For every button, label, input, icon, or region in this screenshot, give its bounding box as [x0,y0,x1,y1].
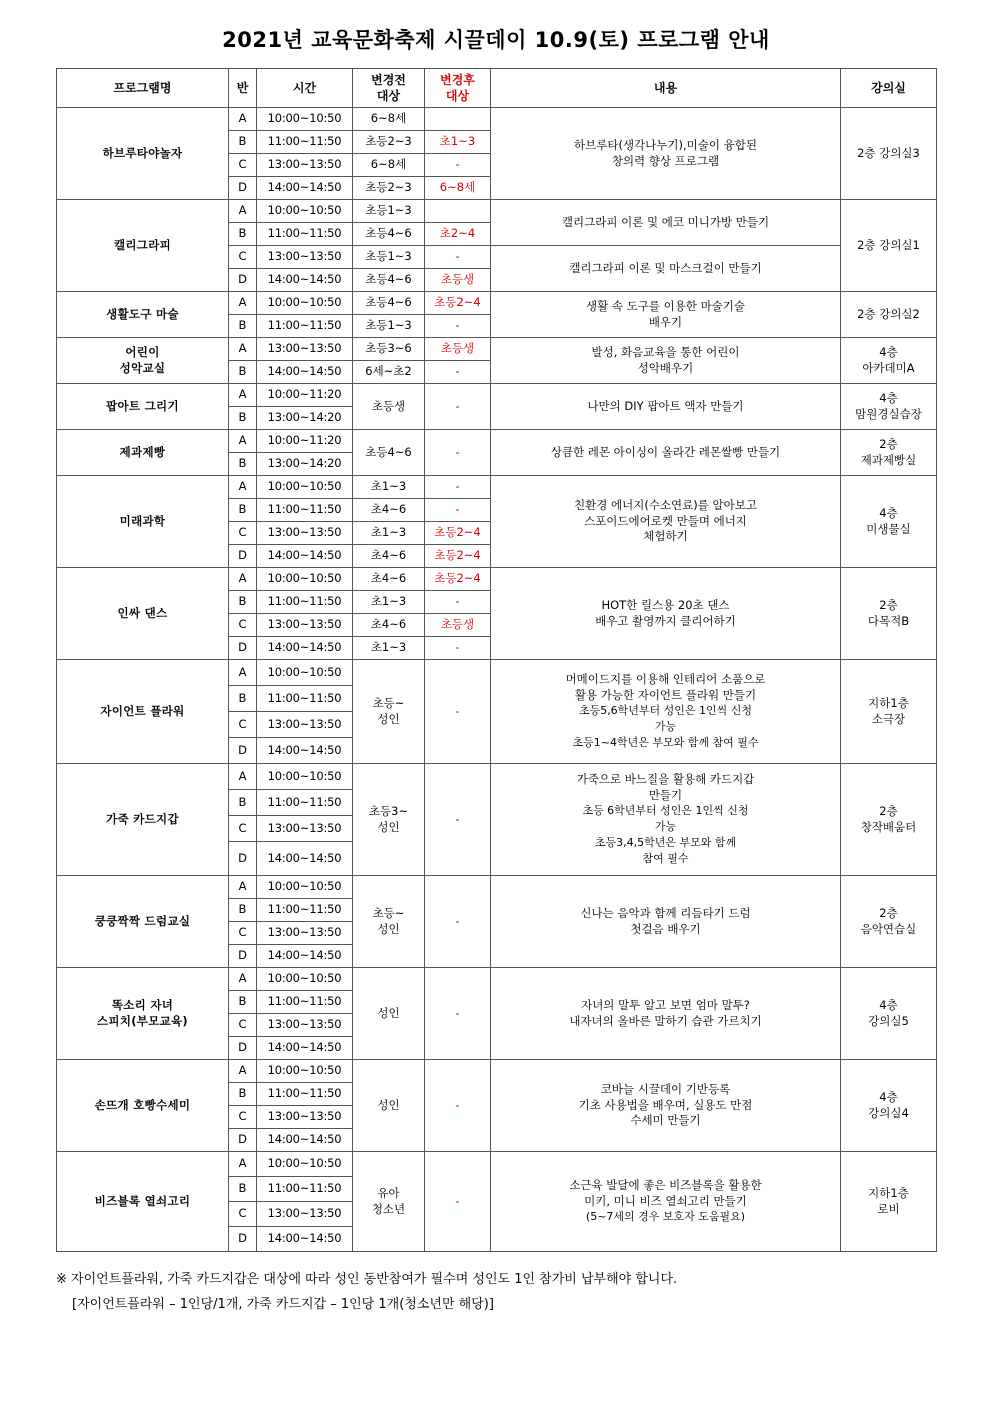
after-target-cell: 초1~3 [425,131,491,154]
room-line2: 미생물실 [866,521,911,536]
room-line2: 다목적B [867,613,910,628]
class-cell: D [229,945,257,968]
footnote-line-1: ※ 자이언트플라워, 가죽 카드지갑은 대상에 따라 성인 동반참여가 필수며 성인도 1인 참가비 납부해야 합니다. [56,1272,678,1287]
room-line1: 4층 [879,505,898,520]
table-row [57,568,937,591]
content-line: 만들기 [648,787,683,802]
after-target-cell: 초등생 [425,338,491,361]
room-cell [841,430,937,476]
time-cell: 10:00~10:50 [257,968,353,991]
time-cell: 11:00~11:50 [257,790,353,816]
content-line: 발성, 화음교육을 통한 어린이 [591,344,740,359]
program-name: 생활도구 마술 [57,292,229,338]
content-cell: 상큼한 레몬 아이싱이 올라간 레몬쌀빵 만들기 [491,430,841,476]
content-line: 생활 속 도구를 이용한 마술기술 [585,298,746,313]
before-target-cell: 초4~6 [353,568,425,591]
room-line1: 4층 [879,997,898,1012]
content-subline: 초등3,4,5학년은 부모와 함께 [594,836,737,850]
header-program: 프로그램명 [57,69,229,108]
table-row [57,338,937,361]
after-target-cell: - [425,315,491,338]
time-cell: 11:00~11:50 [257,131,353,154]
class-cell: D [229,1037,257,1060]
content-line: 가죽으로 바느질을 활용해 카드지갑 [576,772,755,787]
class-cell: D [229,269,257,292]
table-row [57,764,937,790]
class-cell: A [229,1060,257,1083]
time-cell: 11:00~11:50 [257,686,353,712]
program-name-line1: 어린이 [125,344,160,359]
room-line2: 강의실4 [868,1105,909,1120]
table-header-row [57,69,937,108]
after-target-cell: - [425,1152,491,1252]
content-subline: 초등1~4학년은 부모와 함께 참여 필수 [572,735,759,749]
room-cell [841,338,937,384]
content-line: 첫걸음 배우기 [630,921,701,936]
table-row [57,1152,937,1177]
room-cell [841,476,937,568]
class-cell: B [229,361,257,384]
after-target-cell: - [425,499,491,522]
program-name [57,968,229,1060]
header-after-line2: 대상 [445,89,470,103]
time-cell: 13:00~13:50 [257,522,353,545]
after-target-cell: - [425,361,491,384]
program-name: 하브루타야놀자 [57,108,229,200]
content-line: 기초 사용법을 배우며, 실용도 만점 [578,1097,753,1112]
room-cell [841,1152,937,1252]
time-cell: 11:00~11:50 [257,499,353,522]
before-target-cell: 초1~3 [353,522,425,545]
time-cell: 11:00~11:50 [257,991,353,1014]
content-line: 소근육 발달에 좋은 비즈블록을 활용한 [569,1178,762,1193]
time-cell: 13:00~13:50 [257,1014,353,1037]
room-cell [841,568,937,660]
time-cell: 14:00~14:50 [257,1129,353,1152]
time-cell: 14:00~14:50 [257,177,353,200]
content-cell: 나만의 DIY 팝아트 액자 만들기 [491,384,841,430]
time-cell: 14:00~14:50 [257,269,353,292]
time-cell: 10:00~10:50 [257,1152,353,1177]
time-cell: 13:00~13:50 [257,154,353,177]
class-cell: B [229,899,257,922]
class-cell: D [229,1227,257,1252]
room-line2: 아카데미A [862,360,915,375]
before-target-cell: 초등1~3 [353,200,425,223]
class-cell: B [229,686,257,712]
class-cell: A [229,384,257,407]
before-line1: 유아 [377,1185,400,1200]
after-target-cell [425,108,491,131]
room-line1: 4층 [879,390,898,405]
table-row [57,968,937,991]
content-line: 자녀의 말투 알고 보면 엄마 말투? [581,997,750,1012]
time-cell: 13:00~13:50 [257,246,353,269]
before-line2: 성인 [377,711,400,726]
time-cell: 10:00~10:50 [257,200,353,223]
before-target-cell: 초등4~6 [353,292,425,315]
header-before [353,69,425,108]
before-target-cell: 초4~6 [353,614,425,637]
content-cell [491,292,841,338]
header-room: 강의실 [841,69,937,108]
class-cell: A [229,430,257,453]
room-line1: 지하1층 [868,695,909,710]
before-target-cell: 6~8세 [353,154,425,177]
after-target-cell: - [425,876,491,968]
room-line2: 로비 [877,1201,900,1216]
class-cell: B [229,315,257,338]
class-cell: A [229,660,257,686]
before-target-cell [353,764,425,876]
content-line: 친환경 에너지(수소연료)를 알아보고 [574,498,757,513]
after-target-cell: 초등2~4 [425,292,491,315]
content-line: HOT한 릴스용 20초 댄스 [601,597,730,612]
class-cell: B [229,790,257,816]
class-cell: B [229,499,257,522]
after-target-cell: 초2~4 [425,223,491,246]
class-cell: C [229,922,257,945]
after-target-cell: - [425,637,491,660]
time-cell: 13:00~14:20 [257,453,353,476]
time-cell: 10:00~10:50 [257,292,353,315]
time-cell: 14:00~14:50 [257,1227,353,1252]
class-cell: B [229,223,257,246]
table-row [57,876,937,899]
time-cell: 10:00~10:50 [257,764,353,790]
class-cell: C [229,712,257,738]
content-line: 활용 가능한 자이언트 플라워 만들기 [574,687,757,702]
content-line: 머메이드지를 이용해 인테리어 소품으로 [565,672,766,687]
content-cell [491,660,841,764]
after-target-cell: - [425,660,491,764]
time-cell: 13:00~14:20 [257,407,353,430]
class-cell: C [229,816,257,842]
room-line1: 4층 [879,1089,898,1104]
table-row [57,200,937,223]
header-time: 시간 [257,69,353,108]
content-cell [491,876,841,968]
class-cell: A [229,292,257,315]
class-cell: A [229,876,257,899]
class-cell: D [229,545,257,568]
header-before-line2: 대상 [376,89,401,103]
before-target-cell: 초등2~3 [353,177,425,200]
after-target-cell: - [425,154,491,177]
time-cell: 11:00~11:50 [257,223,353,246]
content-cell [491,338,841,384]
content-line: 체험하기 [643,529,688,544]
class-cell: D [229,738,257,764]
before-target-cell [353,876,425,968]
room-line1: 지하1층 [868,1185,909,1200]
room-cell [841,876,937,968]
room-line2: 제과제빵실 [860,452,917,467]
before-target-cell: 초4~6 [353,499,425,522]
content-line: 스포이드에어로켓 만들며 에너지 [584,513,747,528]
time-cell: 14:00~14:50 [257,945,353,968]
time-cell: 10:00~11:20 [257,430,353,453]
content-cell [491,1152,841,1252]
after-target-cell: - [425,591,491,614]
program-name: 캘리그라피 [57,200,229,292]
time-cell: 11:00~11:50 [257,315,353,338]
time-cell: 13:00~13:50 [257,614,353,637]
content-subline: 가능 [654,720,677,734]
before-target-cell [353,1152,425,1252]
before-target-cell: 초1~3 [353,637,425,660]
table-row [57,384,937,407]
program-name-line1: 똑소리 자녀 [111,997,174,1012]
content-subline: 가능 [654,820,677,834]
table-row [57,430,937,453]
class-cell: A [229,968,257,991]
before-target-cell [353,660,425,764]
program-name-line2: 성악교실 [119,360,166,375]
table-row [57,108,937,131]
after-target-cell: 초등생 [425,614,491,637]
room-line2: 맘원경실습장 [855,406,922,421]
header-after [425,69,491,108]
after-target-cell: - [425,476,491,499]
after-target-cell: 초등2~4 [425,545,491,568]
header-before-line1: 변경전 [371,72,406,87]
after-target-cell: 6~8세 [425,177,491,200]
class-cell: A [229,338,257,361]
time-cell: 13:00~13:50 [257,1202,353,1227]
after-target-cell: 초등2~4 [425,568,491,591]
class-cell: D [229,842,257,876]
content-line: 창의력 향상 프로그램 [611,153,720,168]
room-line1: 2층 [879,597,898,612]
after-target-cell: 초등2~4 [425,522,491,545]
class-cell: A [229,108,257,131]
content-line: 배우기 [648,314,683,329]
class-cell: B [229,991,257,1014]
class-cell: C [229,1014,257,1037]
after-target-cell: - [425,968,491,1060]
header-class: 반 [229,69,257,108]
room-line2: 음악연습실 [860,921,917,936]
class-cell: D [229,177,257,200]
time-cell: 10:00~10:50 [257,660,353,686]
program-name: 비즈블록 열쇠고리 [57,1152,229,1252]
before-target-cell: 초1~3 [353,476,425,499]
program-name: 자이언트 플라워 [57,660,229,764]
time-cell: 11:00~11:50 [257,591,353,614]
room-cell: 2층 강의실2 [841,292,937,338]
before-target-cell: 초등4~6 [353,430,425,476]
before-target-cell: 6~8세 [353,108,425,131]
footnote-line-2: [자이언트플라워 – 1인당/1개, 가죽 카드지갑 – 1인당 1개(청소년만 해당)] [72,1296,494,1312]
room-cell [841,384,937,430]
class-cell: C [229,1106,257,1129]
class-cell: C [229,522,257,545]
room-line1: 2층 [879,436,898,451]
before-target-cell: 초등2~3 [353,131,425,154]
time-cell: 10:00~10:50 [257,476,353,499]
content-cell [491,764,841,876]
class-cell: C [229,246,257,269]
time-cell: 14:00~14:50 [257,361,353,384]
after-target-cell: - [425,384,491,430]
time-cell: 14:00~14:50 [257,545,353,568]
content-subline: (5~7세의 경우 보호자 도움필요) [585,1210,746,1224]
time-cell: 14:00~14:50 [257,842,353,876]
before-line1: 초등3~ [368,803,409,818]
content-cell [491,108,841,200]
room-cell: 2층 강의실1 [841,200,937,292]
page-title: 2021년 교육문화축제 시끌데이 10.9(토) 프로그램 안내 [222,28,770,52]
content-line: 배우고 촬영까지 클리어하기 [595,613,736,628]
time-cell: 11:00~11:50 [257,1177,353,1202]
time-cell: 10:00~10:50 [257,1060,353,1083]
header-content: 내용 [491,69,841,108]
time-cell: 10:00~10:50 [257,108,353,131]
time-cell: 13:00~13:50 [257,712,353,738]
room-line1: 4층 [879,344,898,359]
after-target-cell [425,200,491,223]
class-cell: C [229,154,257,177]
before-target-cell: 초등4~6 [353,269,425,292]
before-target-cell: 성인 [353,968,425,1060]
content-cell [491,1060,841,1152]
class-cell: B [229,1177,257,1202]
content-line: 미키, 미니 비즈 열쇠고리 만들기 [584,1193,747,1208]
class-cell: B [229,591,257,614]
table-row [57,292,937,315]
content-line: 성악배우기 [637,360,694,375]
room-cell: 2층 강의실3 [841,108,937,200]
content-subline: 참여 필수 [642,851,689,865]
before-target-cell: 초등3~6 [353,338,425,361]
class-cell: A [229,1152,257,1177]
class-cell: C [229,614,257,637]
content-cell: 캘리그라피 이론 및 에코 미니가방 만들기 [491,200,841,246]
time-cell: 11:00~11:50 [257,1083,353,1106]
table-row [57,660,937,686]
room-line1: 2층 [879,803,898,818]
class-cell: A [229,568,257,591]
program-name-line2: 스피치(부모교육) [97,1013,188,1028]
class-cell: B [229,1083,257,1106]
class-cell: B [229,453,257,476]
before-line1: 초등~ [372,695,405,710]
time-cell: 14:00~14:50 [257,738,353,764]
time-cell: 10:00~11:20 [257,384,353,407]
content-line: 하브루타(생각나누기),미술이 융합된 [574,137,757,152]
table-row [57,1060,937,1083]
before-target-cell: 초등4~6 [353,223,425,246]
footnotes [56,1268,956,1317]
content-cell [491,568,841,660]
class-cell: A [229,200,257,223]
time-cell: 13:00~13:50 [257,1106,353,1129]
before-target-cell: 6세~초2 [353,361,425,384]
room-line1: 2층 [879,905,898,920]
content-cell [491,968,841,1060]
before-line2: 성인 [377,921,400,936]
program-name: 인싸 댄스 [57,568,229,660]
content-line: 내자녀의 올바른 말하기 습관 가르치기 [569,1013,762,1028]
class-cell: D [229,1129,257,1152]
class-cell: C [229,1202,257,1227]
program-name: 팝아트 그리기 [57,384,229,430]
room-cell [841,764,937,876]
time-cell: 13:00~13:50 [257,338,353,361]
content-cell: 캘리그라피 이론 및 마스크걸이 만들기 [491,246,841,292]
after-target-cell: - [425,764,491,876]
time-cell: 14:00~14:50 [257,637,353,660]
class-cell: B [229,131,257,154]
room-line2: 강의실5 [868,1013,909,1028]
table-row [57,476,937,499]
content-subline: 초등 6학년부터 성인은 1인씩 신청 [582,804,749,818]
header-after-line1: 변경후 [440,72,475,87]
content-cell [491,476,841,568]
room-line2: 창작배움터 [860,819,917,834]
content-line: 코바늘 시끌데이 기반등록 [600,1082,731,1097]
before-line1: 초등~ [372,905,405,920]
after-target-cell: - [425,1060,491,1152]
time-cell: 13:00~13:50 [257,816,353,842]
time-cell: 11:00~11:50 [257,899,353,922]
class-cell: A [229,764,257,790]
time-cell: 10:00~10:50 [257,568,353,591]
program-name: 제과제빵 [57,430,229,476]
before-line2: 청소년 [371,1201,406,1216]
program-name: 미래과학 [57,476,229,568]
room-cell [841,968,937,1060]
program-name: 가죽 카드지갑 [57,764,229,876]
content-line: 신나는 음악과 함께 리듬타기 드럼 [580,905,751,920]
before-target-cell: 초1~3 [353,591,425,614]
before-target-cell: 초등1~3 [353,315,425,338]
time-cell: 10:00~10:50 [257,876,353,899]
room-cell [841,1060,937,1152]
program-name: 손뜨개 호빵수세미 [57,1060,229,1152]
class-cell: D [229,637,257,660]
after-target-cell: - [425,430,491,476]
before-line2: 성인 [377,819,400,834]
content-line: 수세미 만들기 [630,1113,701,1128]
class-cell: A [229,476,257,499]
before-target-cell: 초등생 [353,384,425,430]
before-target-cell: 초등1~3 [353,246,425,269]
program-name: 쿵쿵짝짝 드럼교실 [57,876,229,968]
before-target-cell: 성인 [353,1060,425,1152]
after-target-cell: - [425,246,491,269]
content-subline: 초등5,6학년부터 성인은 1인씩 신청 [578,704,753,718]
after-target-cell: 초등생 [425,269,491,292]
time-cell: 14:00~14:50 [257,1037,353,1060]
program-name [57,338,229,384]
room-cell [841,660,937,764]
time-cell: 13:00~13:50 [257,922,353,945]
room-line2: 소극장 [871,711,906,726]
class-cell: B [229,407,257,430]
before-target-cell: 초4~6 [353,545,425,568]
program-schedule-table [56,68,937,1252]
